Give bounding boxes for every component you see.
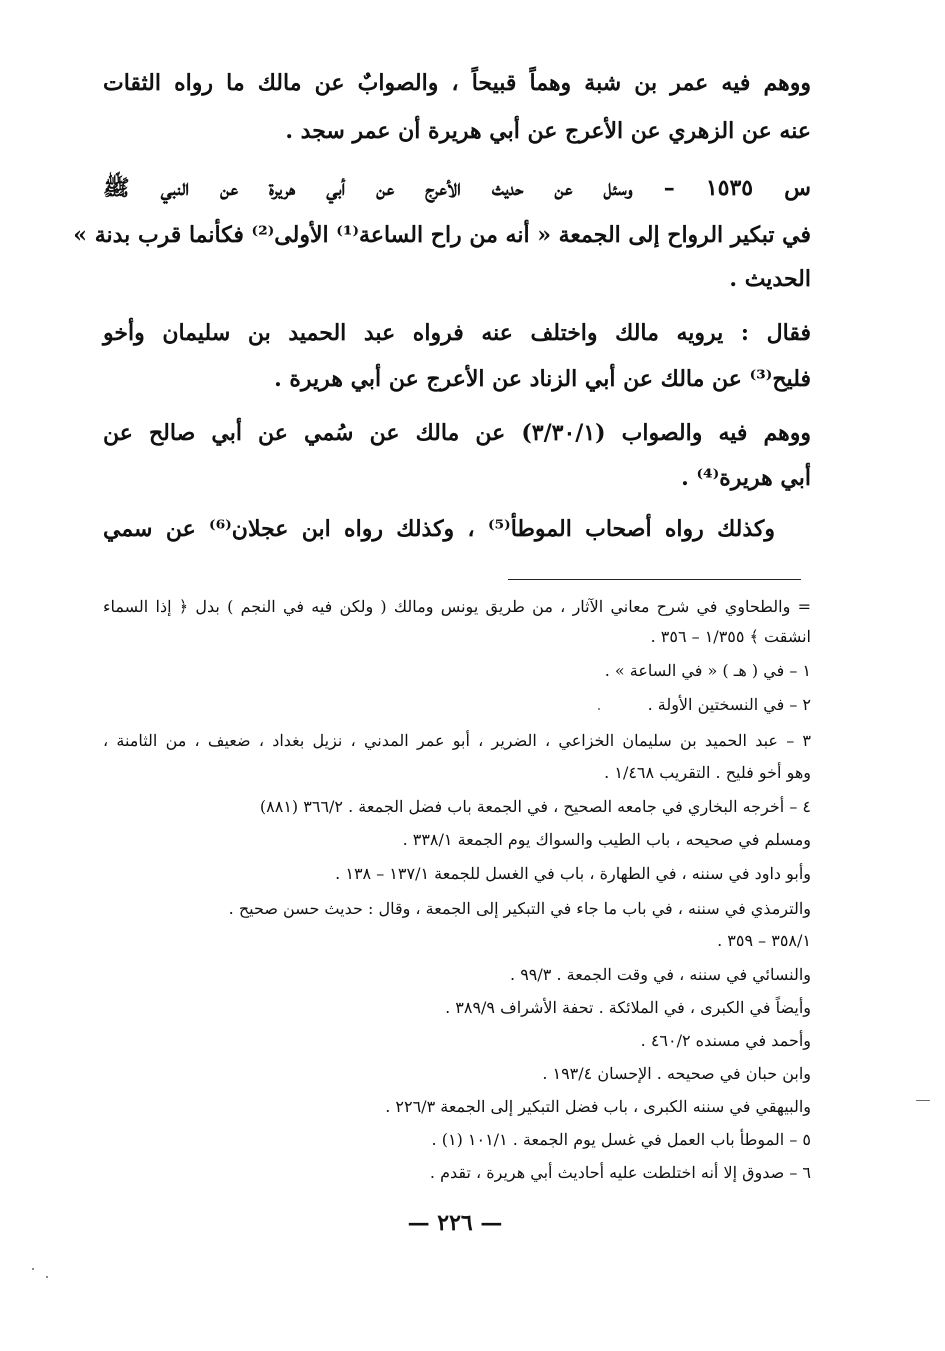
- footnote-line: والترمذي في سننه ، في باب ما جاء في التبكير إلى الجمعة ، وقال : حديث حسن صحيح .: [228, 899, 811, 918]
- scan-speck: [916, 1100, 930, 1101]
- scan-speck: [46, 1276, 48, 1278]
- footnote-line: وأيضاً في الكبرى ، في الملائكة . تحفة الأشراف ٣٨٩/٩ .: [445, 998, 811, 1017]
- main-line: ووهم فيه والصواب (٣/٣٠/١) عن مالك عن سُمي عن أبي صالح عن: [103, 420, 811, 446]
- footnote-line: ٥ – الموطأ باب العمل في غسل يوم الجمعة . ١٠١/١ (١) .: [431, 1130, 811, 1149]
- answer-line: فقال : يرويه مالك واختلف عنه فرواه عبد الحميد بن سليمان وأخو: [103, 320, 811, 346]
- footnote-line: ٣ – عبد الحميد بن سليمان الخزاعي ، الضرير ، أبو عمر المدني ، نزيل بغداد ، ضعيف ، من الثامنة ،: [103, 731, 811, 750]
- main-line: عنه عن الزهري عن الأعرج عن أبي هريرة أن عمر سجد .: [285, 118, 811, 144]
- footnote-line: والبيهقي في سننه الكبرى ، باب فضل التبكير إلى الجمعة ٢٢٦/٣ .: [385, 1097, 811, 1116]
- main-line: فليح⁽³⁾ عن مالك عن أبي الزناد عن الأعرج عن أبي هريرة .: [274, 366, 811, 392]
- main-line: أبي هريرة⁽⁴⁾ .: [681, 465, 811, 491]
- main-line: الحديث .: [729, 266, 811, 292]
- footnote-line: وابن حبان في صحيحه . الإحسان ١٩٣/٤ .: [542, 1064, 811, 1083]
- main-line: في تبكير الرواح إلى الجمعة « أنه من راح الساعة⁽¹⁾ الأولى⁽²⁾ فكأنما قرب بدنة »: [73, 222, 811, 248]
- footnote-line: وأحمد في مسنده ٤٦٠/٢ .: [640, 1031, 811, 1050]
- footnotes: [73, 0, 812, 1200]
- main-line: ووهم فيه عمر بن شبة وهماً قبيحاً ، والصوابٌ عن مالك ما رواه الثقات: [103, 70, 811, 96]
- footnote-line: ٢ – في النسختين الأولة .: [647, 695, 811, 714]
- footnote-line: وهو أخو فليح . التقريب ١/٤٦٨ .: [604, 763, 811, 782]
- footnote-line: وأبو داود في سننه ، في الطهارة ، باب في الغسل للجمعة ١٣٧/١ – ١٣٨ .: [335, 864, 811, 883]
- page-number: — ٢٢٦ —: [407, 1210, 503, 1236]
- scan-speck: [32, 1268, 34, 1270]
- footnote-line: ومسلم في صحيحه ، باب الطيب والسواك يوم الجمعة ٣٣٨/١ .: [402, 830, 811, 849]
- question-line: س ١٥٣٥ – وسئل عن حديث الأعرج عن أبي هريرة عن النبي ﷺ: [103, 175, 812, 201]
- footnote-line: ١ – في ( هـ ) « في الساعة » .: [604, 661, 811, 680]
- footnote-line: انشقت ﴾ ١/٣٥٥ – ٣٥٦ .: [650, 627, 811, 646]
- footnote-line: = والطحاوي في شرح معاني الآثار ، من طريق يونس ومالك ( ولكن فيه في النجم ) بدل ﴿ إذا السماء: [103, 597, 812, 616]
- scan-speck: [598, 708, 600, 710]
- footnote-line: والنسائي في سننه ، في وقت الجمعة . ٩٩/٣ .: [510, 965, 811, 984]
- footnote-line: ٤ – أخرجه البخاري في جامعه الصحيح ، في الجمعة باب فضل الجمعة . ٣٦٦/٢ (٨٨١): [259, 797, 811, 816]
- footnote-line: ٦ – صدوق إلا أنه اختلطت عليه أحاديث أبي هريرة ، تقدم .: [429, 1163, 811, 1182]
- footnote-line: ٣٥٨/١ – ٣٥٩ .: [717, 931, 811, 950]
- main-line: وكذلك رواه أصحاب الموطأ⁽⁵⁾ ، وكذلك رواه ابن عجلان⁽⁶⁾ عن سمي: [103, 516, 776, 542]
